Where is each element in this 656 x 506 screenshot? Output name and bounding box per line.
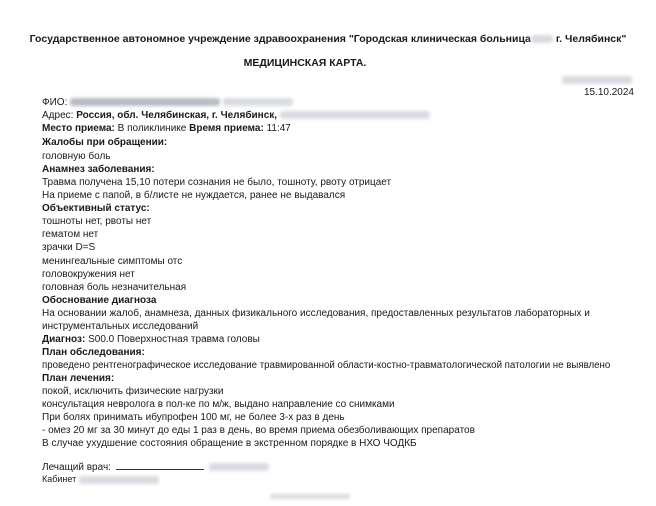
objective-line-2: гематом нет: [42, 229, 99, 240]
address-value: Россия, обл. Челябинская, г. Челябинск,: [76, 110, 278, 121]
cabinet-row: [42, 473, 159, 485]
institution-header: [0, 33, 656, 45]
place-label: Место приема:: [42, 123, 115, 134]
objective-line-4: менингеальные симптомы отс: [42, 256, 183, 267]
objective-label: Объективный статус:: [42, 203, 150, 214]
treatment-line-3: При болях принимать ибупрофен 100 мг, не более 3-х раз в день: [42, 412, 345, 423]
redacted-hospital-number: [531, 35, 553, 43]
rationale-label: Обоснование диагноза: [42, 295, 157, 306]
redacted-patient-name: [70, 98, 220, 106]
patient-name-row: [42, 97, 293, 109]
place-value: В поликлинике: [117, 123, 187, 134]
diagnosis-value: S00.0 Поверхностная травма головы: [88, 334, 260, 345]
objective-line-1: тошноты нет, рвоты нет: [42, 216, 152, 227]
diagnosis-row: [42, 334, 260, 346]
objective-line-5: головокружения нет: [42, 269, 135, 280]
time-label: Время приема:: [189, 123, 264, 134]
redacted-cabinet: [79, 476, 159, 484]
address-label: Адрес:: [42, 110, 74, 121]
visit-place-row: [42, 123, 291, 135]
institution-name-start: Государственное автономное учреждение здравоохранения "Городская клиническая больница: [29, 33, 531, 45]
anamnesis-line-1: Травма получена 15,10 потери сознания не было, тошноту, рвоту отрицает: [42, 177, 392, 188]
anamnesis-line-2: На приеме с папой, в б/листе не нуждается, ранее не выдавался: [42, 190, 346, 201]
diagnosis-label: Диагноз:: [42, 334, 86, 345]
anamnesis-label: Анамнез заболевания:: [42, 164, 155, 175]
institution-name-end: г. Челябинск": [555, 33, 627, 45]
fio-label: ФИО:: [42, 97, 68, 108]
exam-plan-line-1: проведено рентгенографическое исследование травмированной области-костно-травматологической патологии не выявлено: [42, 360, 611, 371]
signature-line: [116, 460, 204, 470]
document-title: МЕДИЦИНСКАЯ КАРТА.: [243, 57, 367, 69]
redacted-doctor-name: [209, 463, 269, 471]
redacted-footer-mark: [270, 488, 350, 506]
objective-line-6: головная боль незначительная: [42, 282, 187, 293]
doctor-label: Лечащий врач:: [42, 462, 111, 473]
complaints-text: головную боль: [42, 151, 111, 162]
time-value: 11:47: [266, 123, 291, 134]
treatment-line-2: консультация невролога в пол-ке по м/ж, выдано направление со снимками: [42, 399, 395, 410]
treatment-line-4: - омез 20 мг за 30 минут до еды 1 раз в день, во время приема обезболивающих препаратов: [42, 425, 475, 436]
redacted-birthdate: [223, 98, 293, 106]
rationale-line-2: инструментальных исследований: [42, 321, 199, 332]
cabinet-label: Кабинет: [42, 474, 77, 484]
treatment-line-5: В случае ухудшение состояния обращение в экстренном порядке в НХО ЧОДКБ: [42, 438, 417, 449]
exam-plan-label: План обследования:: [42, 347, 145, 358]
patient-address-row: [42, 110, 430, 122]
treatment-label: План лечения:: [42, 373, 115, 384]
doctor-signature-row: [42, 460, 269, 474]
complaints-label: Жалобы при обращении:: [42, 137, 168, 148]
objective-line-3: зрачки D=S: [42, 242, 96, 253]
redacted-street: [280, 111, 430, 119]
rationale-line-1: На основании жалоб, анамнеза, данных физикального исследования, предоставленных результатов лабораторных и: [42, 308, 590, 319]
visit-date: 15.10.2024: [583, 87, 634, 98]
treatment-line-1: покой, исключить физические нагрузки: [42, 386, 224, 397]
